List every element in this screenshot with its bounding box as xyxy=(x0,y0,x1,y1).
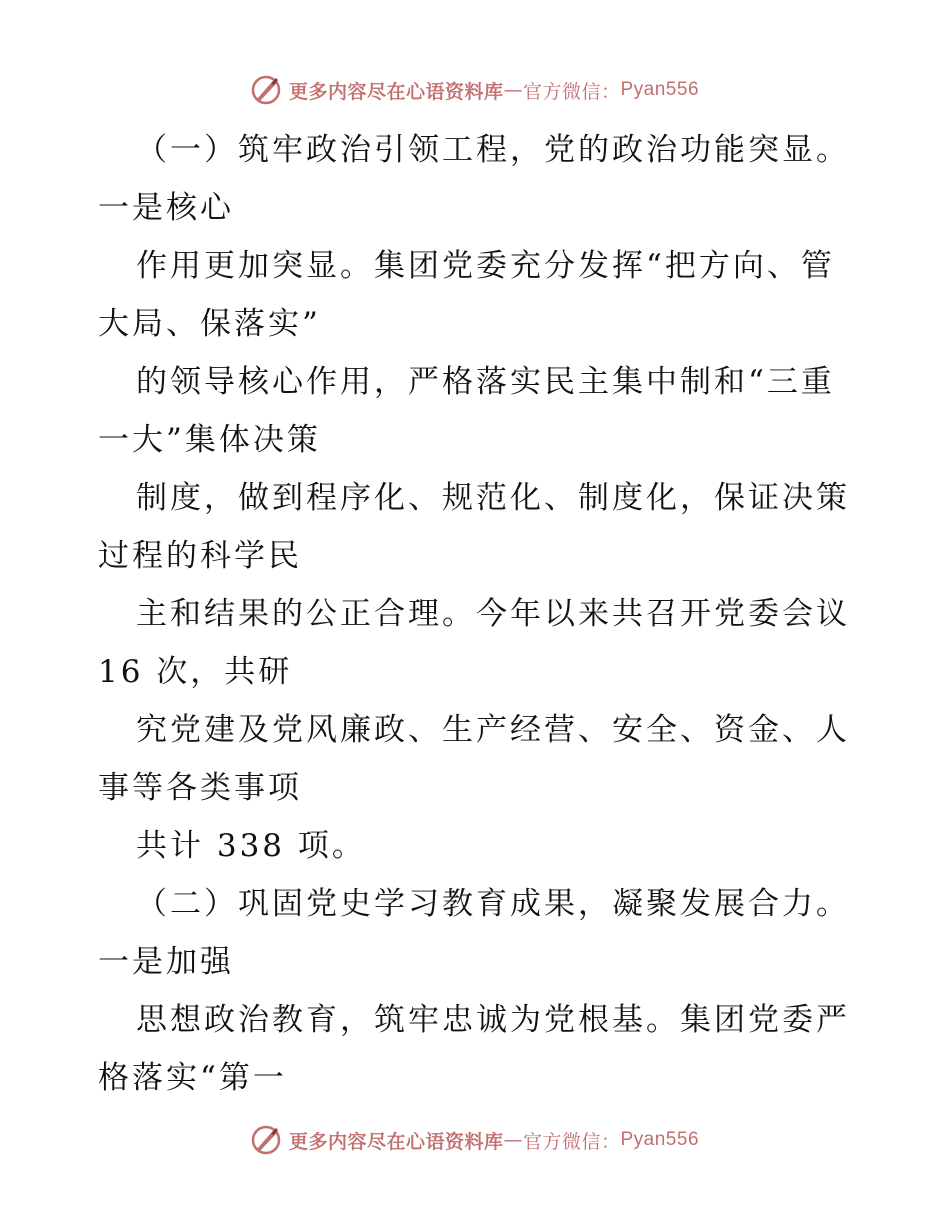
watermark-text: 更多内容尽在心语资料库 xyxy=(288,80,504,103)
watermark-wechat-label: 官方微信： xyxy=(522,1130,621,1153)
watermark-text: 更多内容尽在心语资料库 xyxy=(288,1130,504,1153)
watermark-handle: Pyan556 xyxy=(620,1129,700,1150)
watermark-handle: Pyan556 xyxy=(620,79,700,100)
text-line: 的领导核心作用，严格落实民主集中制和“三重 xyxy=(136,364,835,400)
text-line: 主和结果的公正合理。今年以来共召开党委会议 xyxy=(136,596,850,632)
watermark-separator: — xyxy=(503,79,523,101)
text-line: 作用更加突显。集团党委充分发挥“把方向、管 xyxy=(136,248,835,284)
text-line: 一是核心 xyxy=(98,190,234,226)
footer-watermark xyxy=(0,1120,950,1160)
text-line: （一）筑牢政治引领工程，党的政治功能突显。 xyxy=(136,132,850,168)
text-line: 格落实“第一 xyxy=(98,1060,287,1096)
quill-logo-icon xyxy=(251,75,281,105)
text-line: 共计 338 项。 xyxy=(136,828,366,864)
text-line: 思想政治教育，筑牢忠诚为党根基。集团党委严 xyxy=(136,1002,850,1038)
text-line: 过程的科学民 xyxy=(98,538,302,574)
text-line: 事等各类事项 xyxy=(98,770,302,806)
text-line: 究党建及党风廉政、生产经营、安全、资金、人 xyxy=(136,712,850,748)
watermark-wechat-label: 官方微信： xyxy=(522,80,621,103)
text-line: （二）巩固党史学习教育成果，凝聚发展合力。 xyxy=(136,886,850,922)
document-body xyxy=(98,121,858,1107)
header-watermark xyxy=(0,70,950,110)
text-line: 16 次，共研 xyxy=(98,654,293,690)
watermark-separator: — xyxy=(503,1129,523,1151)
text-line: 一是加强 xyxy=(98,944,234,980)
quill-logo-icon xyxy=(251,1125,281,1155)
text-line: 制度，做到程序化、规范化、制度化，保证决策 xyxy=(136,480,850,516)
text-line: 大局、保落实” xyxy=(98,306,321,342)
text-line: 一大”集体决策 xyxy=(98,422,321,458)
